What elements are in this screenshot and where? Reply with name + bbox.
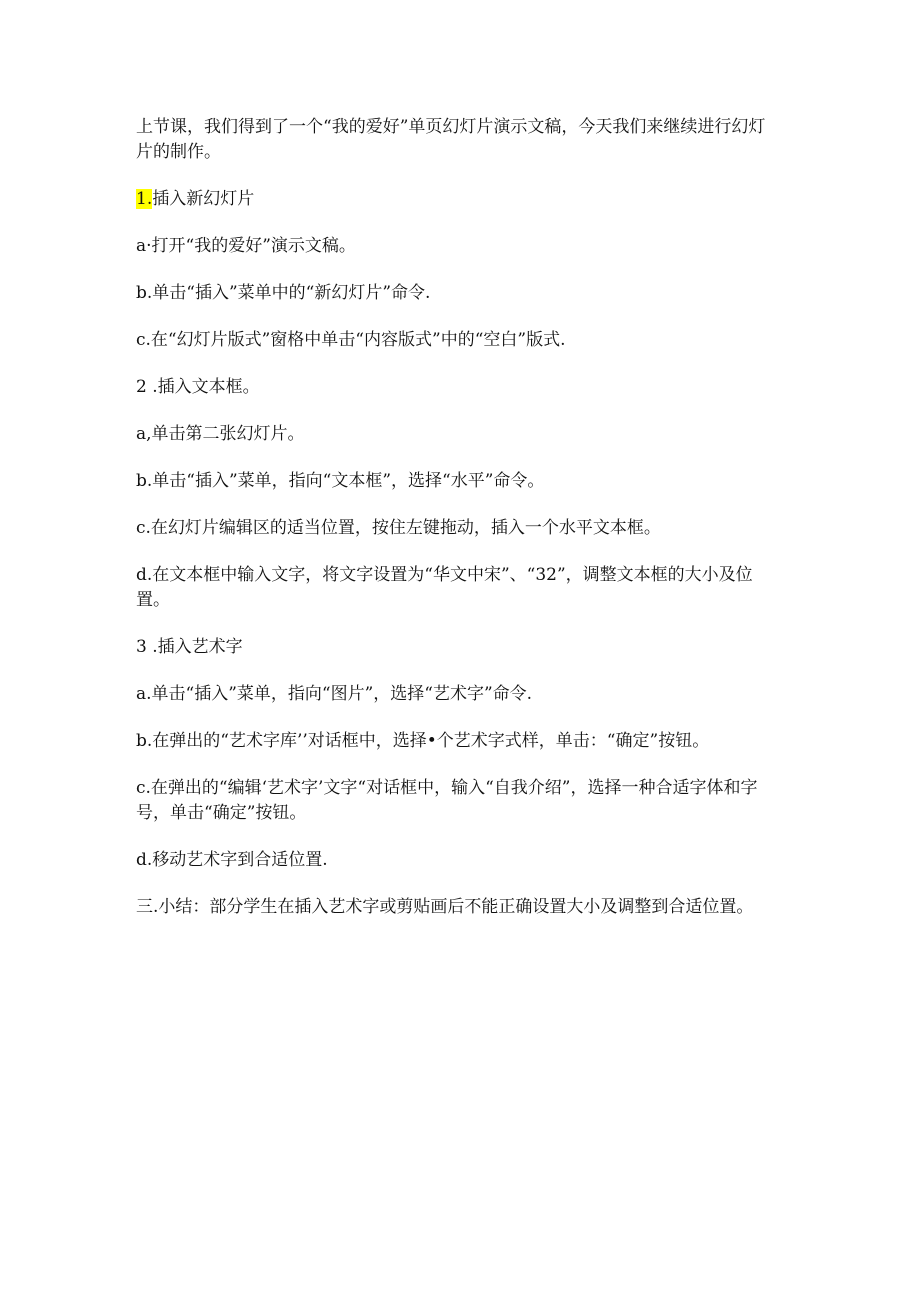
summary-paragraph: 三.小结：部分学生在插入艺术字或剪贴画后不能正确设置大小及调整到合适位置。	[136, 897, 754, 917]
section-1-number-highlight: 1.	[136, 189, 153, 209]
section-3-step-d: d.移动艺术字到合适位置.	[136, 850, 328, 870]
section-1-heading	[136, 187, 776, 212]
section-3-step-b: b.在弹出的“艺术字库’’对话框中，选择•个艺术字式样，单击：“确定”按钮。	[136, 731, 710, 751]
section-2-step-c: c.在幻灯片编辑区的适当位置，按住左键拖动，插入一个水平文本框。	[136, 518, 661, 538]
section-2-heading: 2 .插入文本框。	[136, 377, 260, 397]
document-body	[136, 115, 776, 942]
section-1-step-c: c.在“幻灯片版式”窗格中单击“内容版式”中的“空白”版式.	[136, 330, 566, 350]
section-2-step-d: d.在文本框中输入文字，将文字设置为“华文中宋”、“32”，调整文本框的大小及位置。	[136, 565, 753, 610]
section-3-step-c: c.在弹出的“编辑‘艺术字’文字“对话框中，输入“自我介绍”，选择一种合适字体和字号，单击“确定”按钮。	[136, 778, 758, 823]
section-1-title: 插入新幻灯片	[152, 189, 255, 209]
section-2-step-b: b.单击“插入”菜单，指向“文本框”，选择“水平”命令。	[136, 471, 545, 491]
section-3-step-a: a.单击“插入”菜单，指向“图片”，选择“艺术字”命令.	[136, 684, 533, 704]
section-2-step-a: a,单击第二张幻灯片。	[136, 424, 305, 444]
intro-paragraph: 上节课，我们得到了一个“我的爱好”单页幻灯片演示文稿，今天我们来继续进行幻灯片的制作。	[136, 117, 766, 162]
section-1-step-b: b.单击“插入”菜单中的“新幻灯片”命令.	[136, 283, 431, 303]
section-1-step-a: a·打开“我的爱好”演示文稿。	[136, 236, 356, 256]
section-3-heading: 3 .插入艺术字	[136, 637, 243, 657]
